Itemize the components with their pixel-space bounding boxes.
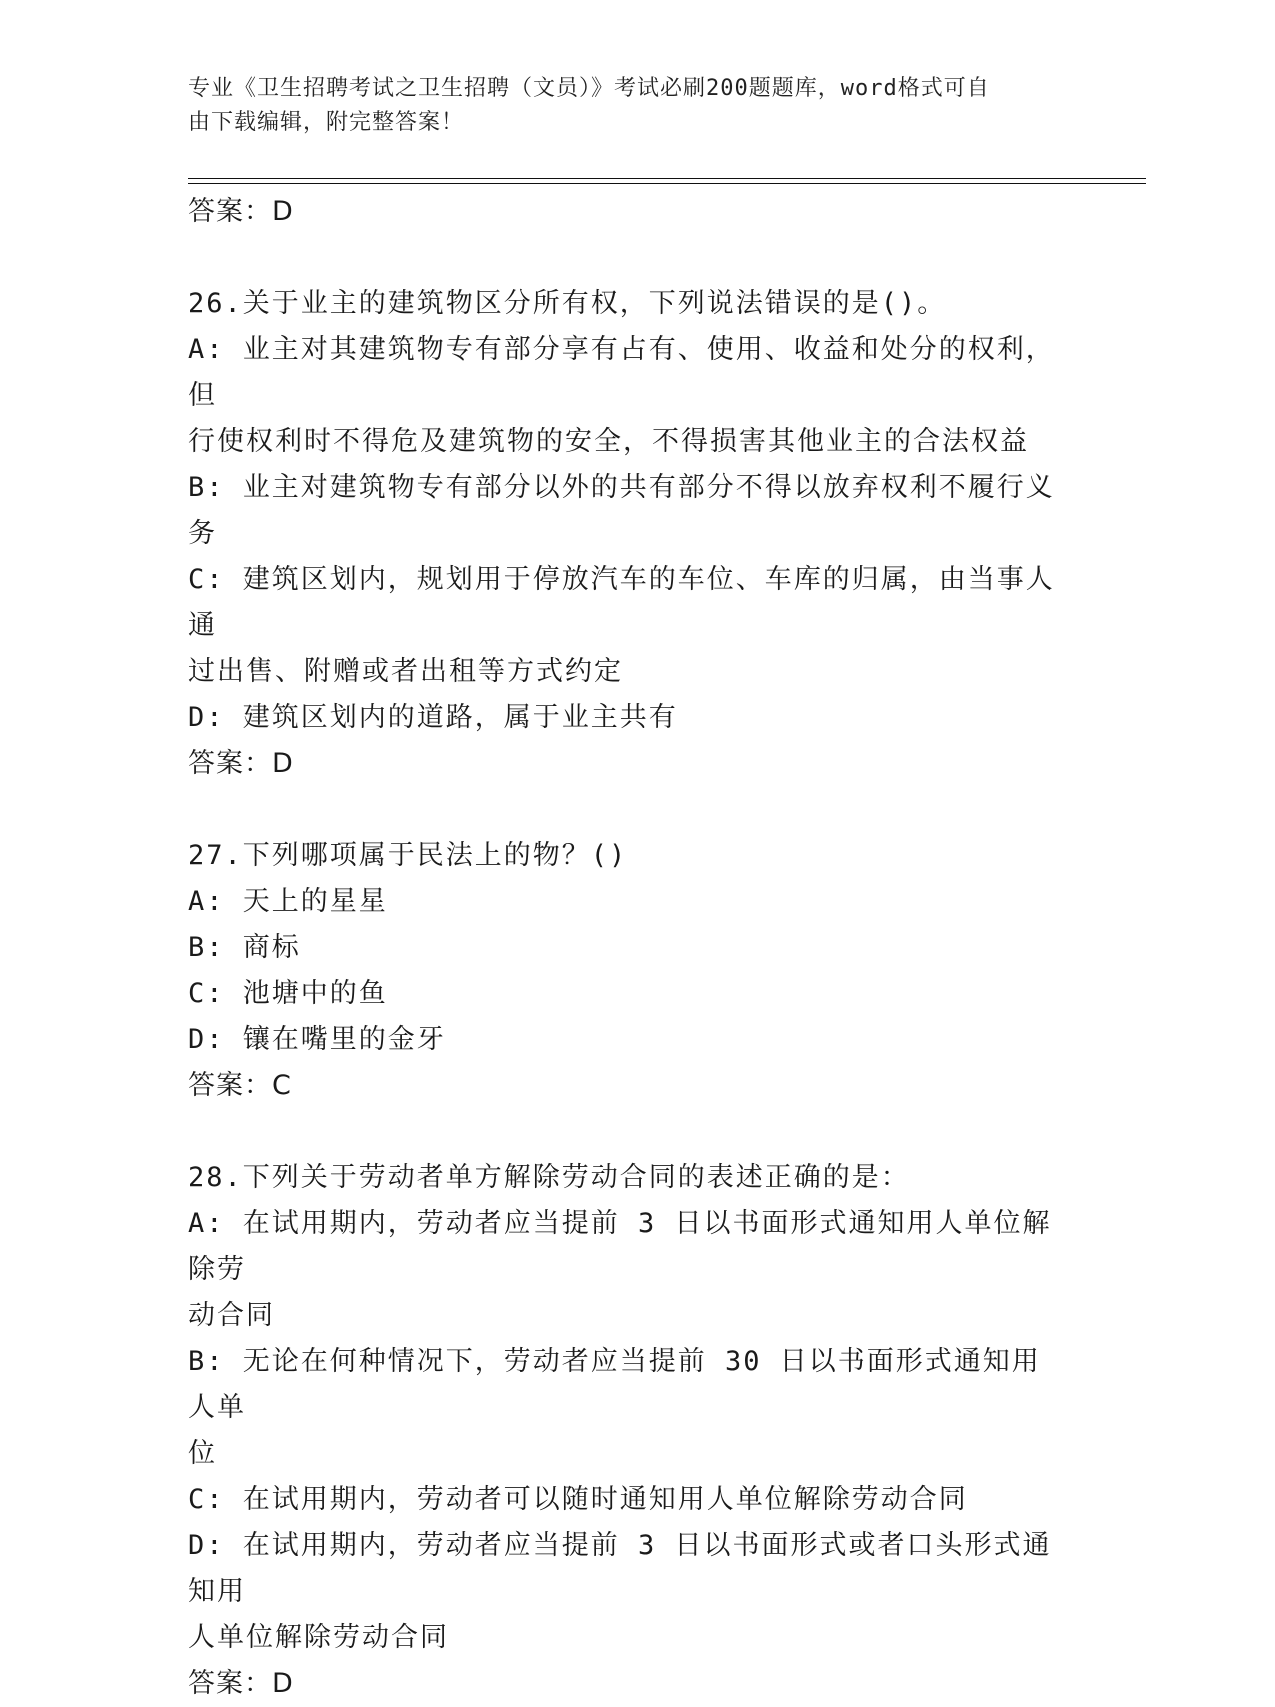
- option-c: C: 在试用期内，劳动者可以随时通知用人单位解除劳动合同: [188, 1484, 968, 1515]
- header-divider: [188, 178, 1146, 184]
- document-header: [188, 72, 1088, 140]
- option-a: A: 天上的星星: [188, 886, 388, 917]
- option-a-continued: 动合同: [188, 1300, 275, 1331]
- header-line-1: 专业《卫生招聘考试之卫生招聘（文员）》考试必刷200题题库，word格式可自: [188, 76, 990, 101]
- document-body: [188, 185, 1068, 1707]
- question-stem: 26.关于业主的建筑物区分所有权，下列说法错误的是()。: [188, 288, 947, 319]
- answer: 答案：C: [188, 1070, 292, 1101]
- option-b: B: 无论在何种情况下，劳动者应当提前 30 日以书面形式通知用人单: [188, 1346, 1041, 1423]
- answer: 答案：D: [188, 1668, 294, 1699]
- option-a: A: 业主对其建筑物专有部分享有占有、使用、收益和处分的权利，但: [188, 334, 1055, 411]
- option-c: C: 建筑区划内，规划用于停放汽车的车位、车库的归属，由当事人通: [188, 564, 1055, 641]
- option-b: B: 业主对建筑物专有部分以外的共有部分不得以放弃权利不履行义务: [188, 472, 1055, 549]
- question-27: [188, 833, 1068, 1109]
- question-28: [188, 1155, 1068, 1707]
- answer: 答案：D: [188, 748, 294, 779]
- option-a: A: 在试用期内，劳动者应当提前 3 日以书面形式通知用人单位解除劳: [188, 1208, 1052, 1285]
- question-stem: 28.下列关于劳动者单方解除劳动合同的表述正确的是：: [188, 1162, 910, 1193]
- option-d-continued: 人单位解除劳动合同: [188, 1622, 449, 1653]
- header-line-2: 由下载编辑，附完整答案！: [188, 110, 465, 135]
- option-c: C: 池塘中的鱼: [188, 978, 388, 1009]
- option-a-continued: 行使权利时不得危及建筑物的安全，不得损害其他业主的合法权益: [188, 426, 1029, 457]
- question-stem: 27.下列哪项属于民法上的物？(): [188, 840, 628, 871]
- option-c-continued: 过出售、附赠或者出租等方式约定: [188, 656, 623, 687]
- option-d: D: 镶在嘴里的金牙: [188, 1024, 446, 1055]
- previous-answer: 答案：D: [188, 196, 294, 227]
- option-d: D: 建筑区划内的道路，属于业主共有: [188, 702, 678, 733]
- option-d: D: 在试用期内，劳动者应当提前 3 日以书面形式或者口头形式通知用: [188, 1530, 1052, 1607]
- option-b: B: 商标: [188, 932, 301, 963]
- option-b-continued: 位: [188, 1438, 217, 1469]
- question-26: [188, 281, 1068, 787]
